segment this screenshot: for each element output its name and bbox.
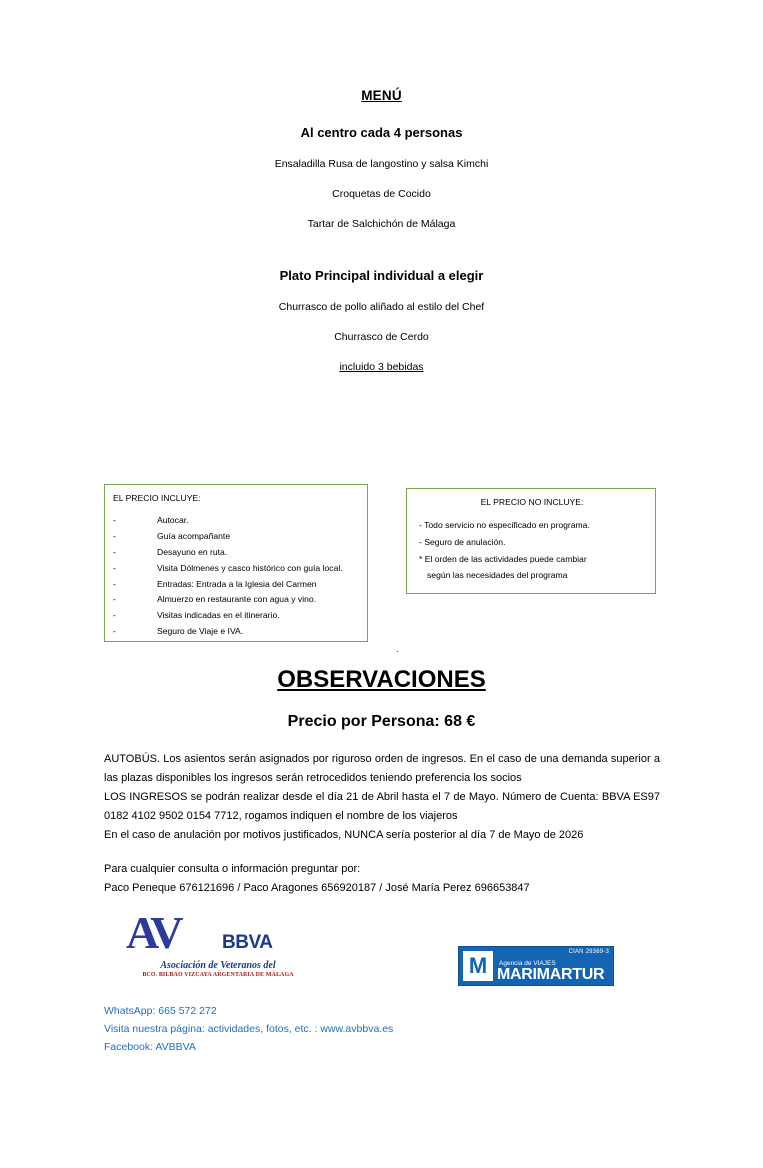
bullet-dash: -	[113, 594, 116, 605]
price-included-item	[113, 529, 357, 545]
price-not-included-item-continued	[419, 567, 645, 584]
menu-main-item: Churrasco de Cerdo	[334, 331, 429, 343]
marimartur-brand-name: MARIMARTUR	[497, 966, 605, 983]
price-included-label: Almuerzo en restaurante con agua y vino.	[157, 594, 317, 605]
price-per-person: Precio por Persona: 68 €	[287, 713, 476, 730]
menu-shared-heading: Al centro cada 4 personas	[300, 125, 463, 140]
menu-shared-item: Tartar de Salchichón de Málaga	[307, 218, 456, 230]
avbbva-association-name: Asociación de Veteranos del	[160, 960, 276, 971]
observations-body	[104, 750, 660, 845]
price-not-included-box	[406, 488, 656, 594]
contact-block	[104, 860, 660, 898]
avbbva-bbva-text: BBVA	[222, 932, 273, 953]
observations-paragraph: En el caso de anulación por motivos justificados, NUNCA sería posterior al día 7 de Mayo de 2026	[104, 828, 584, 841]
price-not-included-item: - Seguro de anulación.	[419, 536, 506, 547]
menu-main-item: Churrasco de pollo aliñado al estilo del Chef	[278, 301, 485, 313]
marimartur-cian-code: CIAN 29369-3	[568, 949, 609, 955]
observations-paragraph: LOS INGRESOS se podrán realizar desde el día 21 de Abril hasta el 7 de Mayo. Número de Cuenta: BBVA ES97 0182 4102 9502 0154 7712, rogamos indiquen el nombre de los viajeros	[104, 790, 660, 822]
price-included-label: Desayuno en ruta.	[157, 546, 228, 557]
price-included-label: Guía acompañante	[157, 530, 231, 541]
price-not-included-label: según las necesidades del programa	[427, 570, 568, 581]
price-included-label: Entradas: Entrada a la Iglesia del Carmen	[157, 578, 317, 589]
price-not-included-item: - Todo servicio no especificado en programa.	[419, 520, 590, 530]
price-included-item	[113, 592, 357, 608]
price-included-item	[113, 608, 357, 624]
price-included-item	[113, 561, 357, 577]
observations-title: OBSERVACIONES	[277, 666, 486, 693]
bullet-dash: -	[113, 546, 116, 557]
bullet-dash: -	[113, 530, 116, 541]
footer-whatsapp[interactable]: WhatsApp: 665 572 272	[104, 1005, 217, 1017]
bullet-dash: -	[113, 515, 116, 525]
bullet-dash: -	[113, 610, 116, 621]
price-included-item	[113, 624, 357, 640]
menu-shared-item: Croquetas de Cocido	[332, 188, 431, 200]
stray-dot: .	[396, 644, 399, 654]
menu-title: MENÚ	[361, 88, 402, 103]
menu-main-heading: Plato Principal individual a elegir	[279, 268, 484, 283]
price-included-label: Seguro de Viaje e IVA.	[157, 626, 244, 637]
price-not-included-title: EL PRECIO NO INCLUYE:	[480, 497, 584, 507]
marimartur-logo	[458, 946, 614, 986]
price-included-item	[113, 513, 357, 529]
price-boxes	[0, 484, 763, 644]
footer-website[interactable]: Visita nuestra página: actividades, fotos, etc. : www.avbbva.es	[104, 1023, 394, 1036]
price-included-title: EL PRECIO INCLUYE:	[113, 493, 201, 503]
footer-facebook[interactable]: Facebook: AVBBVA	[104, 1041, 196, 1054]
marimartur-monogram: M	[468, 953, 488, 978]
marimartur-agency-label: Agencia de VIAJES	[499, 960, 556, 967]
document-page	[0, 88, 763, 1168]
footer-links	[104, 1002, 393, 1056]
avbbva-logo	[118, 906, 318, 982]
bullet-dash: -	[113, 578, 116, 589]
bullet-dash: -	[113, 626, 116, 637]
price-not-included-item: * El orden de las actividades puede cambiar	[419, 553, 587, 564]
contact-people: Paco Peneque 676121696 / Paco Aragones 656920187 / José María Perez 696653847	[104, 881, 530, 894]
menu-drinks-note: incluido 3 bebidas	[339, 361, 424, 373]
avbbva-association-subtitle: BCO. BILBAO VIZCAYA ARGENTARIA DE MÁLAGA	[142, 972, 294, 978]
price-included-item	[113, 577, 357, 593]
price-included-label: Visita Dólmenes y casco histórico con guía local.	[157, 562, 343, 573]
bullet-dash: -	[113, 562, 116, 573]
price-included-item	[113, 545, 357, 561]
avbbva-swoosh-icon	[132, 928, 218, 957]
avbbva-letters: AV	[126, 907, 181, 958]
contact-intro: Para cualquier consulta o información preguntar por:	[104, 863, 361, 875]
price-included-label: Autocar.	[157, 515, 189, 525]
price-included-box	[104, 484, 368, 642]
price-included-label: Visitas indicadas en el itinerario.	[157, 610, 280, 621]
observations-paragraph: AUTOBÚS. Los asientos serán asignados por riguroso orden de ingresos. En el caso de una demanda superior a las plazas disponibles los ingresos serán retrocedidos teniendo preferencia los socios	[104, 753, 660, 784]
menu-shared-item: Ensaladilla Rusa de langostino y salsa Kimchi	[274, 158, 489, 170]
